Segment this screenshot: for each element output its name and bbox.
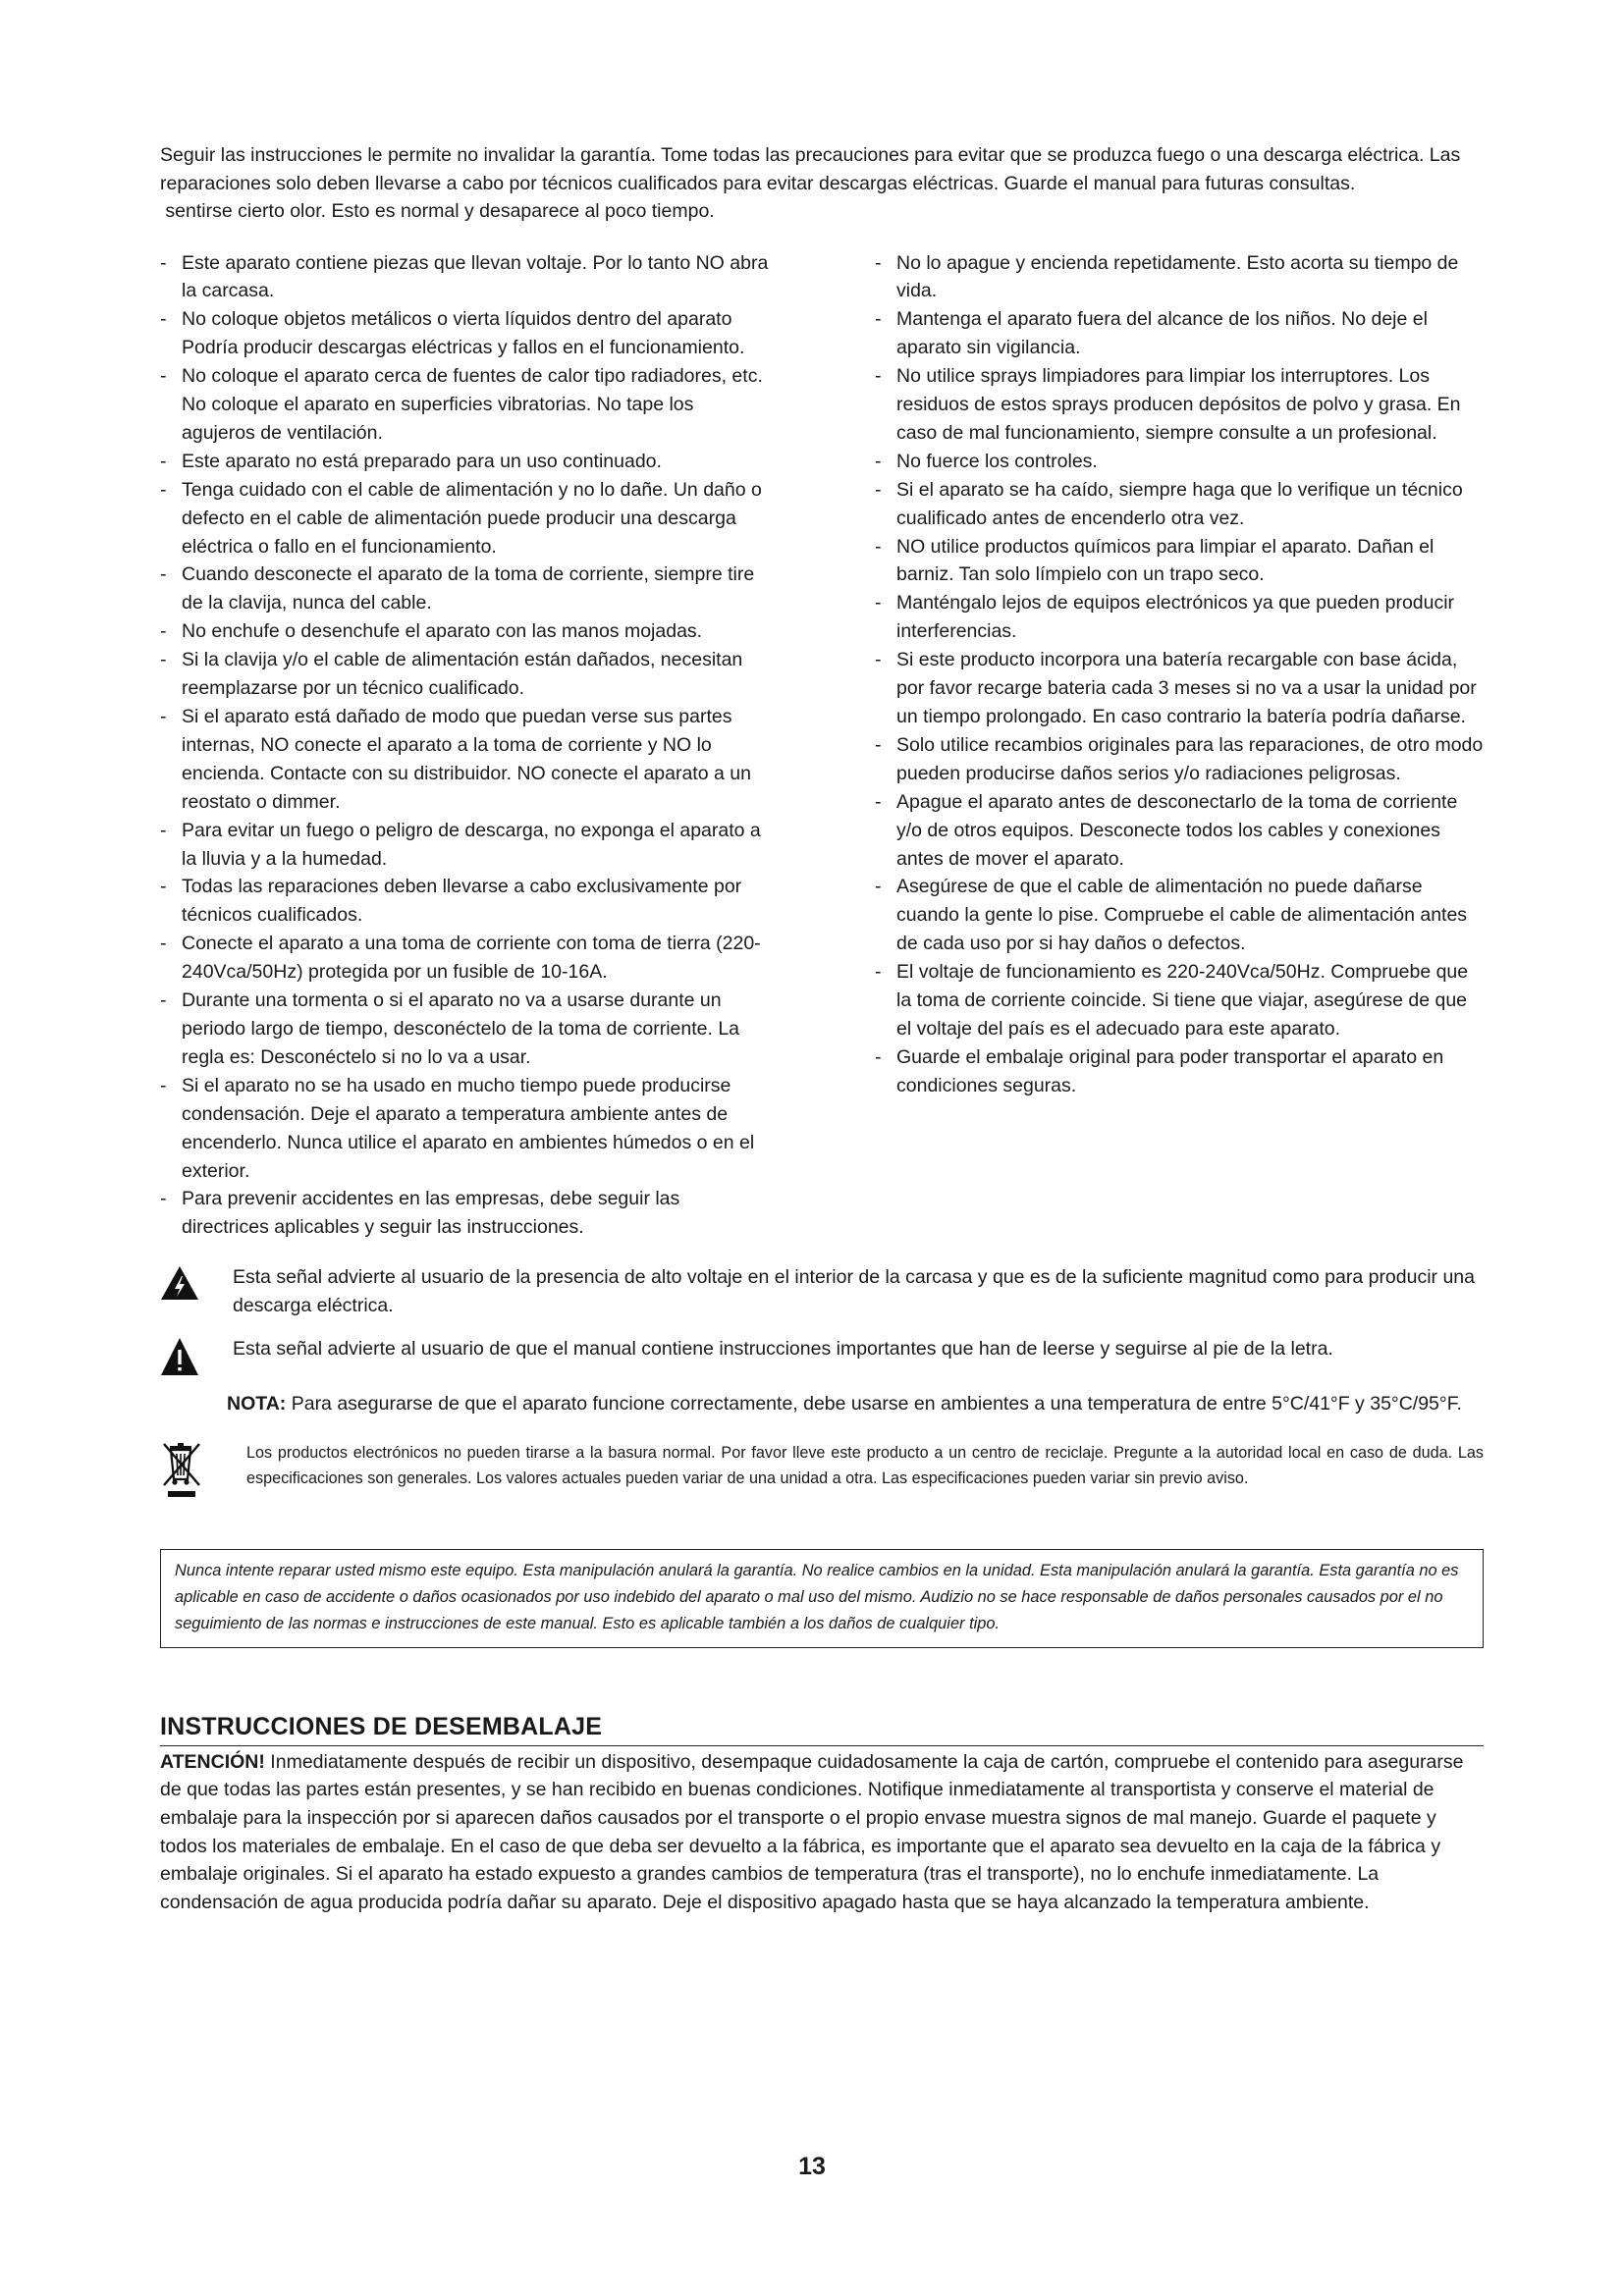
manual-page [160, 141, 1484, 1916]
left-safety-list-item: - Este aparato no está preparado para un uso continuado. [160, 448, 769, 476]
right-safety-list-item: - Si este producto incorpora una batería recargable con base ácida, por favor recarge bateria cada 3 meses si no va a usar la unidad por un tiempo prolongado. En caso contrario la batería podría dañarse. [875, 646, 1484, 731]
recycling-text: Los productos electrónicos no pueden tirarse a la basura normal. Por favor lleve este producto a un centro de reciclaje. Pregunte a la autoridad local en caso de duda. Las especificaciones son generales. Los valores actuales pueden variar de una unidad a otra. Las especificaciones pueden variar sin previo aviso. [246, 1443, 1484, 1487]
attention-label: ATENCIÓN! [160, 1750, 265, 1773]
manual-warning-text: Esta señal advierte al usuario de que el manual contiene instrucciones importantes que han de leerse y seguirse al pie de la letra. [233, 1338, 1333, 1361]
left-safety-list-item: - No enchufe o desenchufe el aparato con las manos mojadas. [160, 617, 769, 646]
right-safety-list-item: - Asegúrese de que el cable de alimentación no puede dañarse cuando la gente lo pise. Compruebe el cable de alimentación antes de cada uso por si hay daños o defectos. [875, 873, 1484, 958]
right-safety-list-item: - Si el aparato se ha caído, siempre haga que lo verifique un técnico cualificado antes de encenderlo otra vez. [875, 476, 1484, 533]
nota-paragraph [160, 1390, 1484, 1418]
left-safety-list-item: - Cuando desconecte el aparato de la toma de corriente, siempre tire de la clavija, nunca del cable. [160, 561, 769, 617]
left-safety-list-item: - Conecte el aparato a una toma de corriente con toma de tierra (220-240Vca/50Hz) protegida por un fusible de 10-16A. [160, 930, 769, 987]
intro-section [160, 141, 1484, 226]
voltage-warning-text: Esta señal advierte al usuario de la presencia de alto voltaje en el interior de la carcasa y que es de la suficiente magnitud como para producir una descarga eléctrica. [233, 1266, 1475, 1316]
recycling-notice [160, 1440, 1484, 1504]
left-safety-list-item: - Para prevenir accidentes en las empresas, debe seguir las directrices aplicables y seguir las instrucciones. [160, 1185, 769, 1242]
left-safety-list-item: - Si el aparato no se ha usado en mucho tiempo puede producirse condensación. Deje el aparato a temperatura ambiente antes de encenderlo. Nunca utilice el aparato en ambientes húmedos o en el exterior. [160, 1072, 769, 1186]
high-voltage-warning-icon [160, 1263, 229, 1301]
left-safety-list-item: - No coloque objetos metálicos o vierta líquidos dentro del aparato Podría producir descargas eléctricas y fallos en el funcionamiento. [160, 305, 769, 362]
right-safety-list-item: - No utilice sprays limpiadores para limpiar los interruptores. Los residuos de estos sprays producen depósitos de polvo y grasa. En caso de mal funcionamiento, siempre consulte a un profesional. [875, 362, 1484, 448]
safety-columns [160, 249, 1484, 1243]
right-safety-list-item: - El voltaje de funcionamiento es 220-240Vca/50Hz. Compruebe que la toma de corriente coincide. Si tiene que viajar, asegúrese de que el voltaje del país es el adecuado para este aparato. [875, 958, 1484, 1043]
manual-warning [160, 1335, 1484, 1376]
right-safety-list [875, 249, 1484, 1100]
left-safety-list [160, 249, 769, 1243]
right-safety-list-item: - NO utilice productos químicos para limpiar el aparato. Dañan el barniz. Tan solo límpielo con un trapo seco. [875, 533, 1484, 590]
left-safety-list-item: - Todas las reparaciones deben llevarse a cabo exclusivamente por técnicos cualificados. [160, 873, 769, 930]
right-safety-list-item: - No fuerce los controles. [875, 448, 1484, 476]
left-column [160, 249, 769, 1243]
left-safety-list-item: - Durante una tormenta o si el aparato no va a usarse durante un periodo largo de tiempo, desconéctelo de la toma de corriente. La regla es: Desconéctelo si no lo va a usar. [160, 987, 769, 1072]
right-safety-list-item: - Mantenga el aparato fuera del alcance de los niños. No deje el aparato sin vigilancia. [875, 305, 1484, 362]
page-number: 13 [798, 2153, 826, 2180]
crossed-bin-icon [160, 1440, 246, 1504]
unpacking-heading: INSTRUCCIONES DE DESEMBALAJE [160, 1713, 1484, 1746]
right-safety-list-item: - Manténgalo lejos de equipos electrónicos ya que pueden producir interferencias. [875, 589, 1484, 646]
left-safety-list-item: - Para evitar un fuego o peligro de descarga, no exponga el aparato a la lluvia y a la humedad. [160, 817, 769, 874]
right-safety-list-item: - Apague el aparato antes de desconectarlo de la toma de corriente y/o de otros equipos. Desconecte todos los cables y conexiones antes de mover el aparato. [875, 788, 1484, 874]
right-safety-list-item: - No lo apague y encienda repetidamente. Esto acorta su tiempo de vida. [875, 249, 1484, 306]
exclamation-warning-icon [160, 1335, 229, 1376]
unpacking-paragraph [160, 1748, 1484, 1917]
intro-note: sentirse cierto olor. Esto es normal y desaparece al poco tiempo. [160, 200, 715, 222]
voltage-warning [160, 1263, 1484, 1319]
right-column [875, 249, 1484, 1243]
left-safety-list-item: - Este aparato contiene piezas que llevan voltaje. Por lo tanto NO abra la carcasa. [160, 249, 769, 306]
left-safety-list-item: - Si el aparato está dañado de modo que puedan verse sus partes internas, NO conecte el aparato a la toma de corriente y NO lo encienda. Contacte con su distribuidor. NO conecte el aparato a un reostato o dimmer. [160, 703, 769, 817]
right-safety-list-item: - Guarde el embalaje original para poder transportar el aparato en condiciones seguras. [875, 1043, 1484, 1100]
unpacking-text: Inmediatamente después de recibir un dispositivo, desempaque cuidadosamente la caja de cartón, compruebe el contenido para asegurarse de que todas las partes están presentes, y se han recibido en buenas condiciones. Notifique inmediatamente al transportista y conserve el material de embalaje para la inspección por si aparecen daños causados por el transporte o el propio envase muestra signos de mal manejo. Guarde el paquete y todos los materiales de embalaje. En el caso de que deba ser devuelto a la fábrica, es importante que el aparato sea devuelto en la caja de la fábrica y embalaje originales. Si el aparato ha estado expuesto a grandes cambios de temperatura (tras el transporte), no lo enchufe inmediatamente. La condensación de agua producida podría dañar su aparato. Deje el dispositivo apagado hasta que se haya alcanzado la temperatura ambiente. [160, 1750, 1464, 1913]
intro-paragraph: Seguir las instrucciones le permite no invalidar la garantía. Tome todas las precauciones para evitar que se produzca fuego o una descarga eléctrica. Las reparaciones solo deben llevarse a cabo por técnicos cualificados para evitar descargas eléctricas. Guarde el manual para futuras consultas. [160, 144, 1461, 194]
right-safety-list-item: - Solo utilice recambios originales para las reparaciones, de otro modo pueden producirse daños serios y/o radiaciones peligrosas. [875, 731, 1484, 788]
disclaimer-text: Nunca intente reparar usted mismo este equipo. Esta manipulación anulará la garantía. No realice cambios en la unidad. Esta manipulación anulará la garantía. Esta garantía no es aplicable en caso de accidente o daños ocasionados por uso indebido del aparato o mal uso del mismo. Audizio no se hace responsable de daños personales causados por el no seguimiento de las normas e instrucciones de este manual. Esto es aplicable también a los daños de cualquier tipo. [175, 1561, 1459, 1632]
left-safety-list-item: - Tenga cuidado con el cable de alimentación y no lo dañe. Un daño o defecto en el cable de alimentación puede producir una descarga eléctrica o fallo en el funcionamiento. [160, 476, 769, 561]
left-safety-list-item: - Si la clavija y/o el cable de alimentación están dañados, necesitan reemplazarse por un técnico cualificado. [160, 646, 769, 703]
nota-label: NOTA: [227, 1393, 287, 1415]
warranty-disclaimer-box [160, 1549, 1484, 1648]
nota-text: Para asegurarse de que el aparato funcione correctamente, debe usarse en ambientes a una temperatura de entre 5°C/41°F y 35°C/95°F. [286, 1393, 1462, 1415]
left-safety-list-item: - No coloque el aparato cerca de fuentes de calor tipo radiadores, etc. No coloque el aparato en superficies vibratorias. No tape los agujeros de ventilación. [160, 362, 769, 448]
